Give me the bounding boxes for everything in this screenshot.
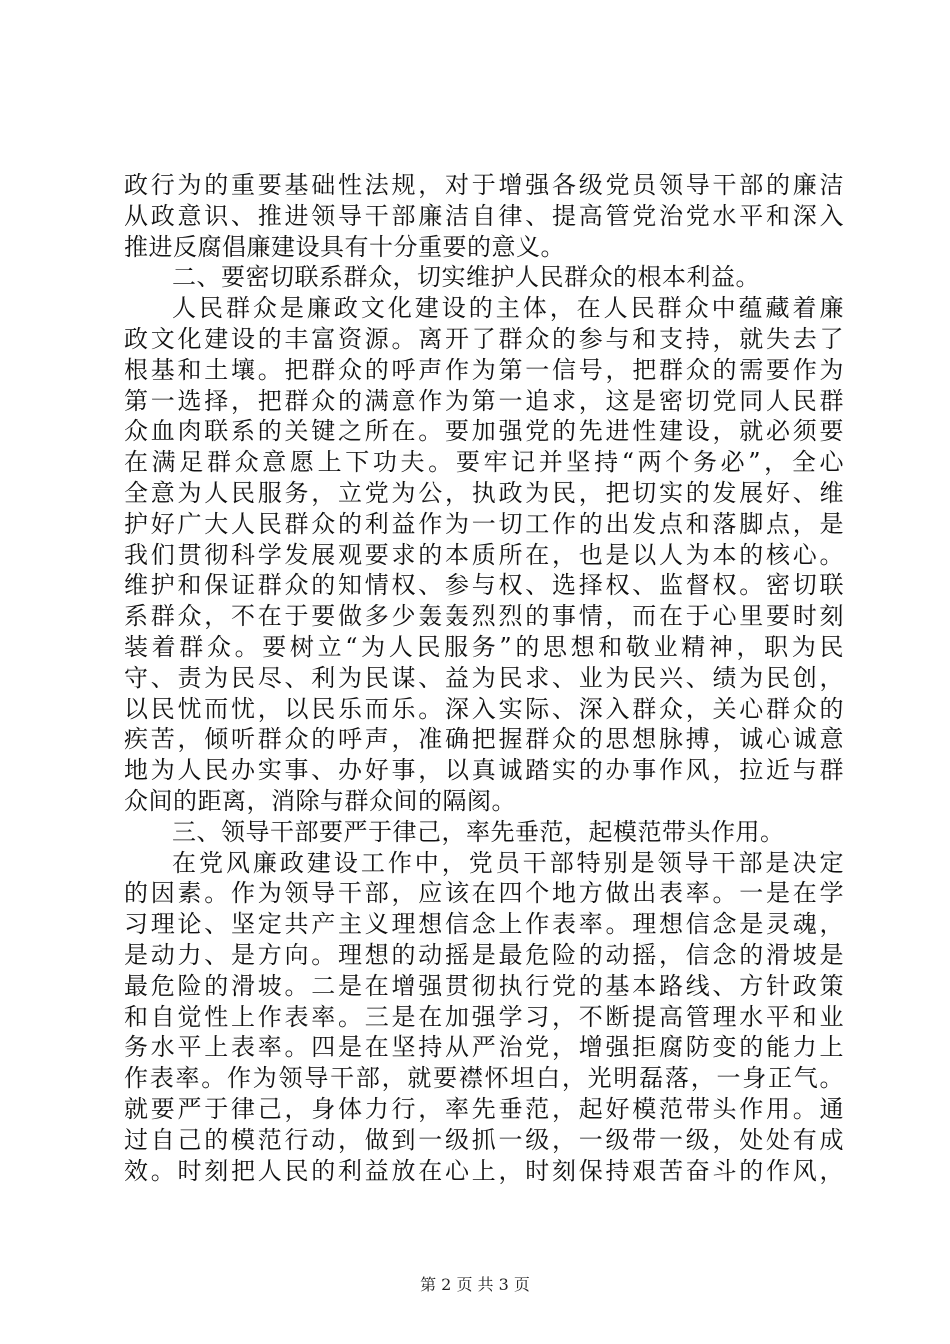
- text-line: 护好广大人民群众的利益作为一切工作的出发点和落脚点，是: [124, 509, 844, 538]
- text-line: 的因素。作为领导干部，应该在四个地方做出表率。一是在学: [124, 879, 844, 908]
- section-heading: 三、领导干部要严于律己，率先垂范，起模范带头作用。: [172, 817, 785, 846]
- text-line: 守、责为民尽、利为民谋、益为民求、业为民兴、绩为民创，: [124, 663, 844, 692]
- text-line: 是动力、是方向。理想的动摇是最危险的动摇，信念的滑坡是: [124, 940, 844, 969]
- text-line: 第一选择，把群众的满意作为第一追求，这是密切党同人民群: [124, 386, 844, 415]
- text-line: 和自觉性上作表率。三是在加强学习，不断提高管理水平和业: [124, 1002, 844, 1031]
- text-line: 政文化建设的丰富资源。离开了群众的参与和支持，就失去了: [124, 324, 844, 353]
- text-line: 疾苦，倾听群众的呼声，准确把握群众的思想脉搏，诚心诚意: [124, 725, 844, 754]
- text-line: 全意为人民服务，立党为公，执政为民，把切实的发展好、维: [124, 478, 844, 507]
- text-line: 地为人民办实事、办好事，以真诚踏实的办事作风，拉近与群: [124, 756, 844, 785]
- text-line: 装着群众。要树立“为人民服务”的思想和敬业精神，职为民: [124, 632, 844, 661]
- text-line: 我们贯彻科学发展观要求的本质所在，也是以人为本的核心。: [124, 540, 844, 569]
- text-line: 推进反腐倡廉建设具有十分重要的意义。: [124, 232, 565, 261]
- text-line: 在满足群众意愿上下功夫。要牢记并坚持“两个务必”，全心: [124, 448, 844, 477]
- text-line: 最危险的滑坡。二是在增强贯彻执行党的基本路线、方针政策: [124, 971, 844, 1000]
- text-line: 作表率。作为领导干部，就要襟怀坦白，光明磊落，一身正气。: [124, 1064, 844, 1093]
- text-line: 根基和土壤。把群众的呼声作为第一信号，把群众的需要作为: [124, 355, 844, 384]
- page-number-footer: 第 2 页 共 3 页: [420, 1275, 530, 1294]
- section-heading: 二、要密切联系群众，切实维护人民群众的根本利益。: [172, 263, 760, 292]
- text-line: 众间的距离，消除与群众间的隔阂。: [124, 786, 516, 815]
- text-line: 人民群众是廉政文化建设的主体，在人民群众中蕴藏着廉: [172, 294, 844, 323]
- text-line: 在党风廉政建设工作中，党员干部特别是领导干部是决定: [172, 848, 844, 877]
- text-line: 维护和保证群众的知情权、参与权、选择权、监督权。密切联: [124, 571, 844, 600]
- text-line: 务水平上表率。四是在坚持从严治党，增强拒腐防变的能力上: [124, 1033, 844, 1062]
- text-line: 过自己的模范行动，做到一级抓一级，一级带一级，处处有成: [124, 1125, 844, 1154]
- text-line: 众血肉联系的关键之所在。要加强党的先进性建设，就必须要: [124, 417, 844, 446]
- text-line: 政行为的重要基础性法规，对于增强各级党员领导干部的廉洁: [124, 171, 844, 199]
- text-line: 以民忧而忧，以民乐而乐。深入实际、深入群众，关心群众的: [124, 694, 844, 723]
- text-line: 习理论、坚定共产主义理想信念上作表率。理想信念是灵魂，: [124, 910, 844, 939]
- text-line: 从政意识、推进领导干部廉洁自律、提高管党治党水平和深入: [124, 201, 844, 230]
- text-line: 效。时刻把人民的利益放在心上，时刻保持艰苦奋斗的作风，: [124, 1156, 844, 1185]
- text-line: 就要严于律己，身体力行，率先垂范，起好模范带头作用。通: [124, 1094, 844, 1123]
- body-text: [124, 170, 844, 1186]
- text-line: 系群众，不在于要做多少轰轰烈烈的事情，而在于心里要时刻: [124, 602, 844, 631]
